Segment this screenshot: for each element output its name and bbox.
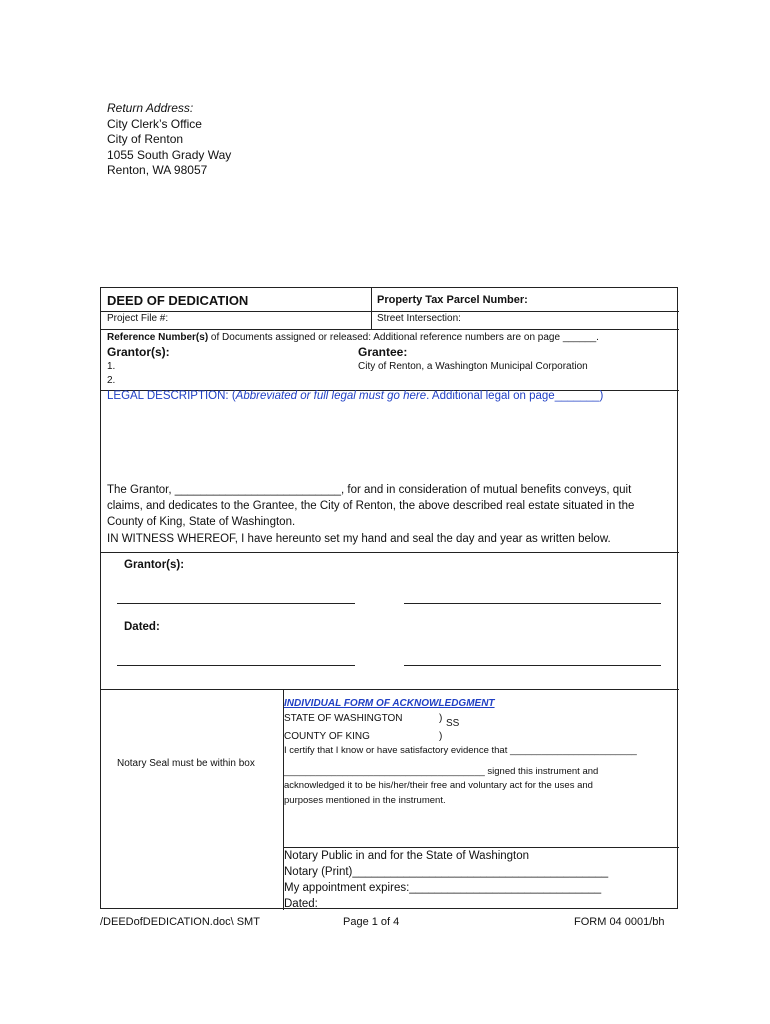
conveyance-text: The Grantor, __________________________, for and in consideration of mutual benefits conveys, quit claims, and dedicates to the Grantee, the City of Renton, the above described real estate situated in the County of King, State of Washington. (107, 484, 635, 528)
notary-print-field[interactable]: Notary (Print)________________________________________ (284, 866, 609, 878)
footer-page-number: Page 1 of 4 (343, 916, 400, 928)
divider (101, 689, 679, 690)
divider (101, 552, 679, 553)
legal-italic: Abbreviated or full legal must go here (235, 390, 427, 402)
state-label: STATE OF WASHINGTON (284, 713, 403, 724)
signature-grantor-label: Grantor(s): (124, 559, 185, 571)
grantor-signature-line-1[interactable] (117, 603, 355, 604)
grantee-value: City of Renton, a Washington Municipal Corporation (358, 361, 588, 372)
footer-form-number: FORM 04 0001/bh (574, 916, 665, 928)
return-address-label: Return Address: (107, 101, 194, 115)
dated-line-1[interactable] (117, 665, 355, 666)
acknowledged-text: acknowledged it to be his/her/their free and voluntary act for the uses and (284, 780, 593, 791)
state-paren: ) (439, 713, 443, 724)
certify-text: I certify that I know or have satisfactory evidence that ________________________ (284, 745, 637, 756)
footer-filename: /DEEDofDEDICATION.doc\ SMT (100, 916, 260, 928)
grantor-item: 2. (107, 375, 116, 386)
dated-line-2[interactable] (404, 665, 661, 666)
return-address-line: 1055 South Grady Way (107, 147, 232, 162)
grantor-item: 1. (107, 361, 116, 372)
notary-seal-note: Notary Seal must be within box (117, 758, 255, 769)
return-address-line: City of Renton (107, 132, 184, 146)
divider (371, 288, 372, 329)
signature-dated-label: Dated: (124, 621, 160, 633)
return-address-line: City Clerk’s Office (107, 116, 202, 131)
divider (101, 329, 679, 330)
document-title: DEED OF DEDICATION (107, 293, 249, 308)
legal-close: ) (599, 390, 604, 402)
reference-numbers (107, 332, 599, 343)
signed-text: ______________________________________ signed this instrument and (284, 766, 599, 777)
purposes-text: purposes mentioned in the instrument. (284, 795, 446, 806)
legal-page-blank: _______ (554, 390, 600, 402)
county-label: COUNTY OF KING (284, 731, 370, 742)
notary-dated-field[interactable]: Dated: (284, 898, 318, 910)
county-paren: ) (439, 731, 443, 742)
legal-description (107, 390, 603, 402)
deed-form (100, 287, 678, 909)
ss-label: SS (446, 718, 460, 729)
witness-text: IN WITNESS WHEREOF, I have hereunto set my hand and seal the day and year as written below. (107, 533, 611, 545)
reference-numbers-bold: Reference Number(s) (107, 332, 209, 343)
street-intersection-label: Street Intersection: (377, 313, 461, 324)
appointment-expires-field[interactable]: My appointment expires:______________________________ (284, 882, 602, 894)
legal-prefix: LEGAL DESCRIPTION: ( (107, 390, 236, 402)
notary-public-text: Notary Public in and for the State of Washington (284, 850, 530, 862)
legal-suffix: . Additional legal on page (426, 390, 555, 402)
return-address (107, 101, 231, 179)
grantee-label: Grantee: (358, 345, 408, 359)
grantor-label: Grantor(s): (107, 345, 170, 359)
return-address-line: Renton, WA 98057 (107, 163, 208, 177)
parcel-number-label: Property Tax Parcel Number: (377, 294, 528, 306)
project-file-label: Project File #: (107, 313, 169, 324)
divider (101, 311, 679, 312)
reference-numbers-rest: of Documents assigned or released: Additional reference numbers are on page ______. (208, 332, 599, 343)
grantor-signature-line-2[interactable] (404, 603, 661, 604)
acknowledgment-title: INDIVIDUAL FORM OF ACKNOWLEDGMENT (284, 698, 495, 709)
divider (283, 847, 679, 848)
